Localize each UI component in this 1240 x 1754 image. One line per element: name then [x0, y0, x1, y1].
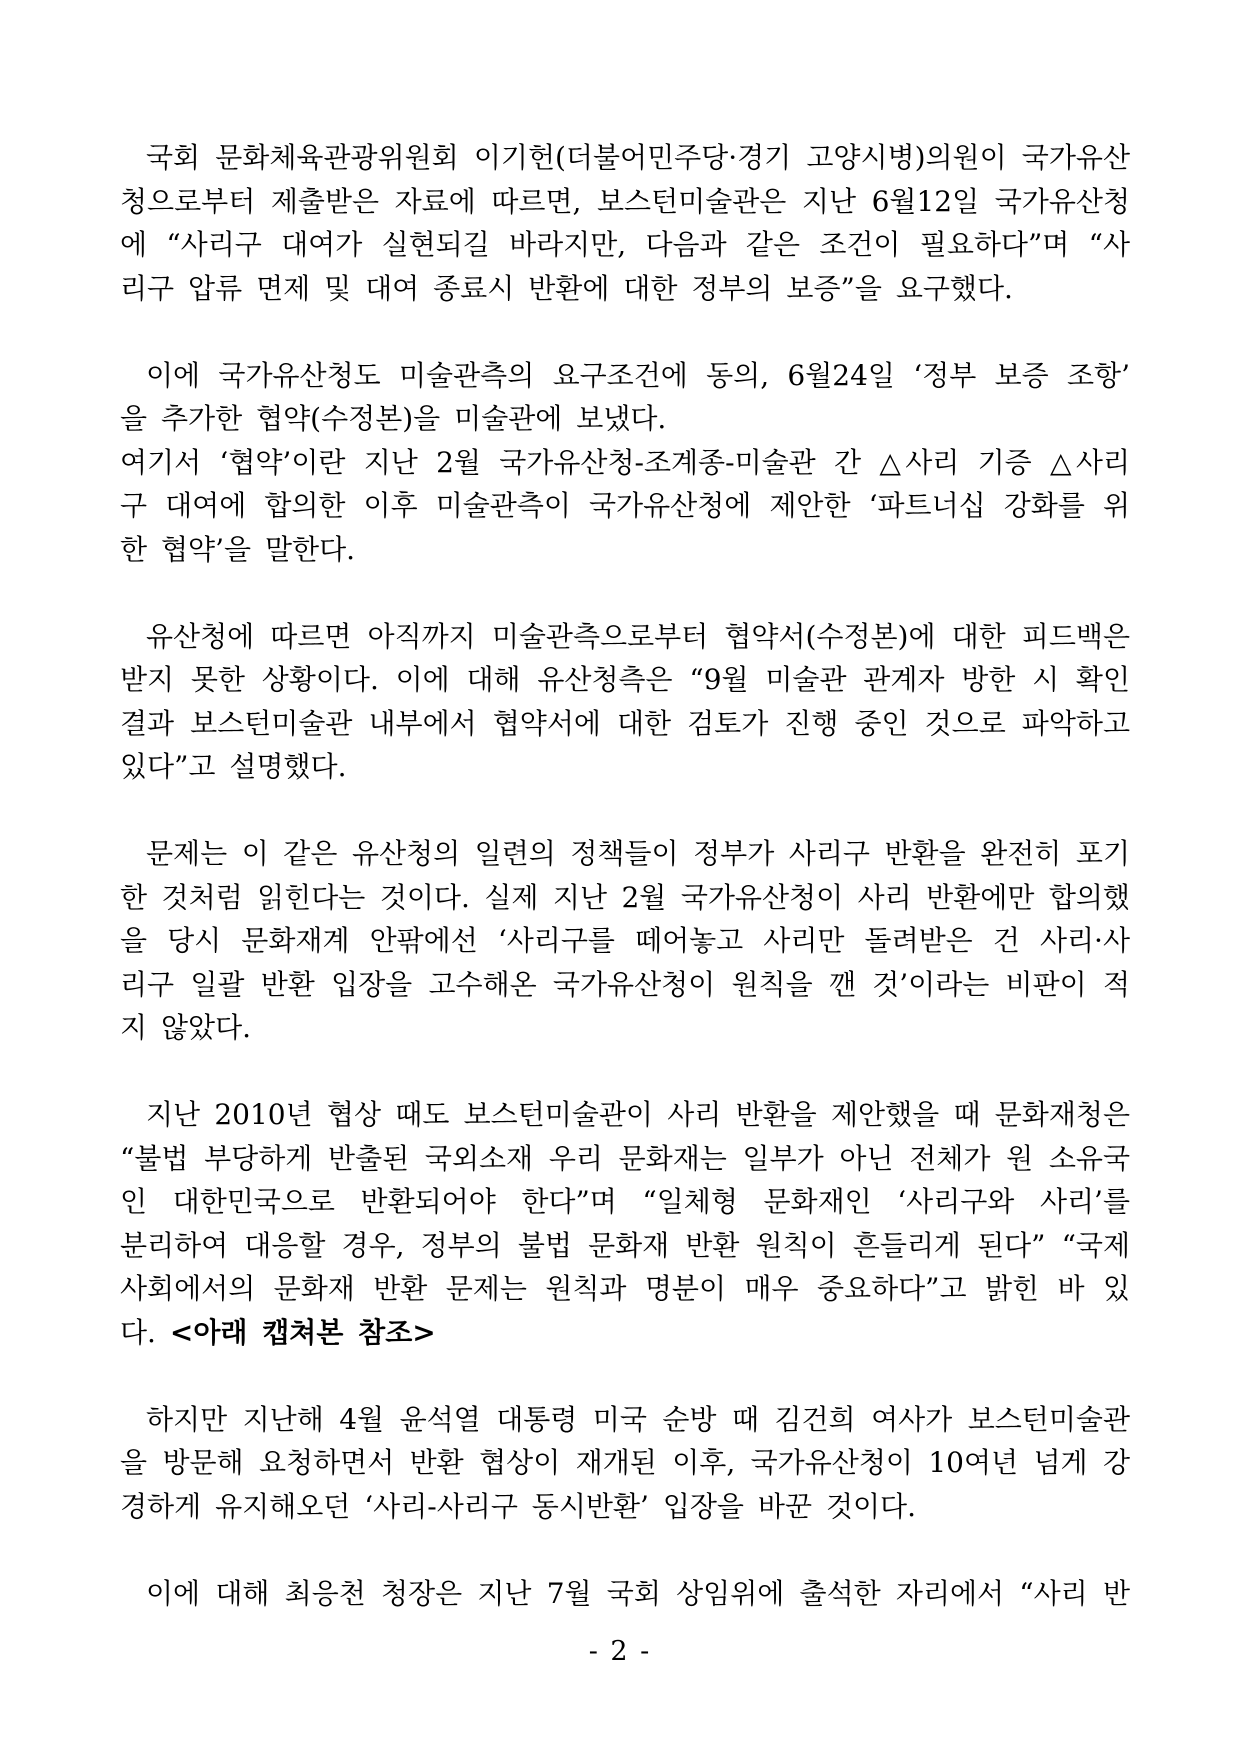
text-line: 리구 일괄 반환 입장을 고수해온 국가유산청이 원칙을 깬 것’이라는 비판이 적 — [120, 967, 1130, 1001]
text-line: 지 않았다. — [120, 1011, 252, 1044]
text-line: 을 당시 문화재계 안팎에선 ‘사리구를 떼어놓고 사리만 돌려받은 건 사리·사 — [120, 924, 1130, 957]
text-line: 유산청에 따르면 아직까지 미술관측으로부터 협약서(수정본)에 대한 피드백은 — [146, 619, 1130, 653]
text-line: 인 대한민국으로 반환되어야 한다”며 “일체형 문화재인 ‘사리구와 사리’를 — [120, 1185, 1130, 1218]
text-line: 이에 국가유산청도 미술관측의 요구조건에 동의, 6월24일 ‘정부 보증 조항’ — [146, 358, 1130, 392]
text-line: 여기서 ‘협약’이란 지난 2월 국가유산청-조계종-미술관 간 △사리 기증 △사리 — [120, 445, 1130, 479]
text-line: “불법 부당하게 반출된 국외소재 우리 문화재는 일부가 아닌 전체가 원 소유국 — [120, 1141, 1130, 1175]
text-line: 분리하여 대응할 경우, 정부의 불법 문화재 반환 원칙이 흔들리게 된다” “국제 — [120, 1228, 1130, 1262]
text-line: 청으로부터 제출받은 자료에 따르면, 보스턴미술관은 지난 6월12일 국가유산청 — [120, 184, 1130, 218]
text-line: 받지 못한 상황이다. 이에 대해 유산청측은 “9월 미술관 관계자 방한 시 확인 — [120, 663, 1130, 696]
text-line: 을 추가한 협약(수정본)을 미술관에 보냈다. — [120, 402, 667, 435]
body-text — [120, 136, 1130, 1615]
text-line: 국회 문화체육관광위원회 이기헌(더불어민주당·경기 고양시병)의원이 국가유산 — [146, 141, 1130, 174]
text-line: 리구 압류 면제 및 대여 종료시 반환에 대한 정부의 보증”을 요구했다. — [120, 271, 1013, 305]
page-number: - 2 - — [588, 1636, 652, 1667]
paragraph-3 — [120, 441, 1130, 572]
text-line: 하지만 지난해 4월 윤석열 대통령 미국 순방 때 김건희 여사가 보스턴미술관 — [146, 1402, 1130, 1436]
text-line — [120, 1311, 1130, 1355]
text-line: 문제는 이 같은 유산청의 일련의 정책들이 정부가 사리구 반환을 완전히 포기 — [146, 837, 1130, 870]
text-line: 구 대여에 합의한 이후 미술관측이 국가유산청에 제안한 ‘파트너십 강화를 위 — [120, 489, 1130, 522]
text-line: 사회에서의 문화재 반환 문제는 원칙과 명분이 매우 중요하다”고 밝힌 바 있 — [120, 1272, 1130, 1305]
paragraph-7 — [120, 1398, 1130, 1529]
paragraph-4 — [120, 615, 1130, 789]
text-line: 이에 대해 최응천 청장은 지난 7월 국회 상임위에 출석한 자리에서 “사리 반 — [146, 1576, 1130, 1610]
text-line: 결과 보스턴미술관 내부에서 협약서에 대한 검토가 진행 중인 것으로 파악하고 — [120, 706, 1130, 740]
text-line: 한 것처럼 읽힌다는 것이다. 실제 지난 2월 국가유산청이 사리 반환에만 합의했 — [120, 880, 1130, 914]
paragraph-6 — [120, 1093, 1130, 1354]
text-line: 에 “사리구 대여가 실현되길 바라지만, 다음과 같은 조건이 필요하다”며 “사 — [120, 228, 1130, 261]
capture-reference-note: <아래 캡쳐본 참조> — [169, 1315, 436, 1349]
text-line: 을 방문해 요청하면서 반환 협상이 재개된 이후, 국가유산청이 10여년 넘게 강 — [120, 1446, 1130, 1479]
text-segment: 다. — [120, 1315, 170, 1349]
text-line: 있다”고 설명했다. — [120, 750, 347, 783]
paragraph-2 — [120, 354, 1130, 441]
paragraph-5 — [120, 832, 1130, 1050]
paragraph-8 — [120, 1572, 1130, 1616]
text-line: 지난 2010년 협상 때도 보스턴미술관이 사리 반환을 제안했을 때 문화재청은 — [146, 1098, 1130, 1131]
text-line: 한 협약’을 말한다. — [120, 532, 356, 566]
text-line: 경하게 유지해오던 ‘사리-사리구 동시반환’ 입장을 바꾼 것이다. — [120, 1489, 917, 1523]
paragraph-1 — [120, 136, 1130, 310]
